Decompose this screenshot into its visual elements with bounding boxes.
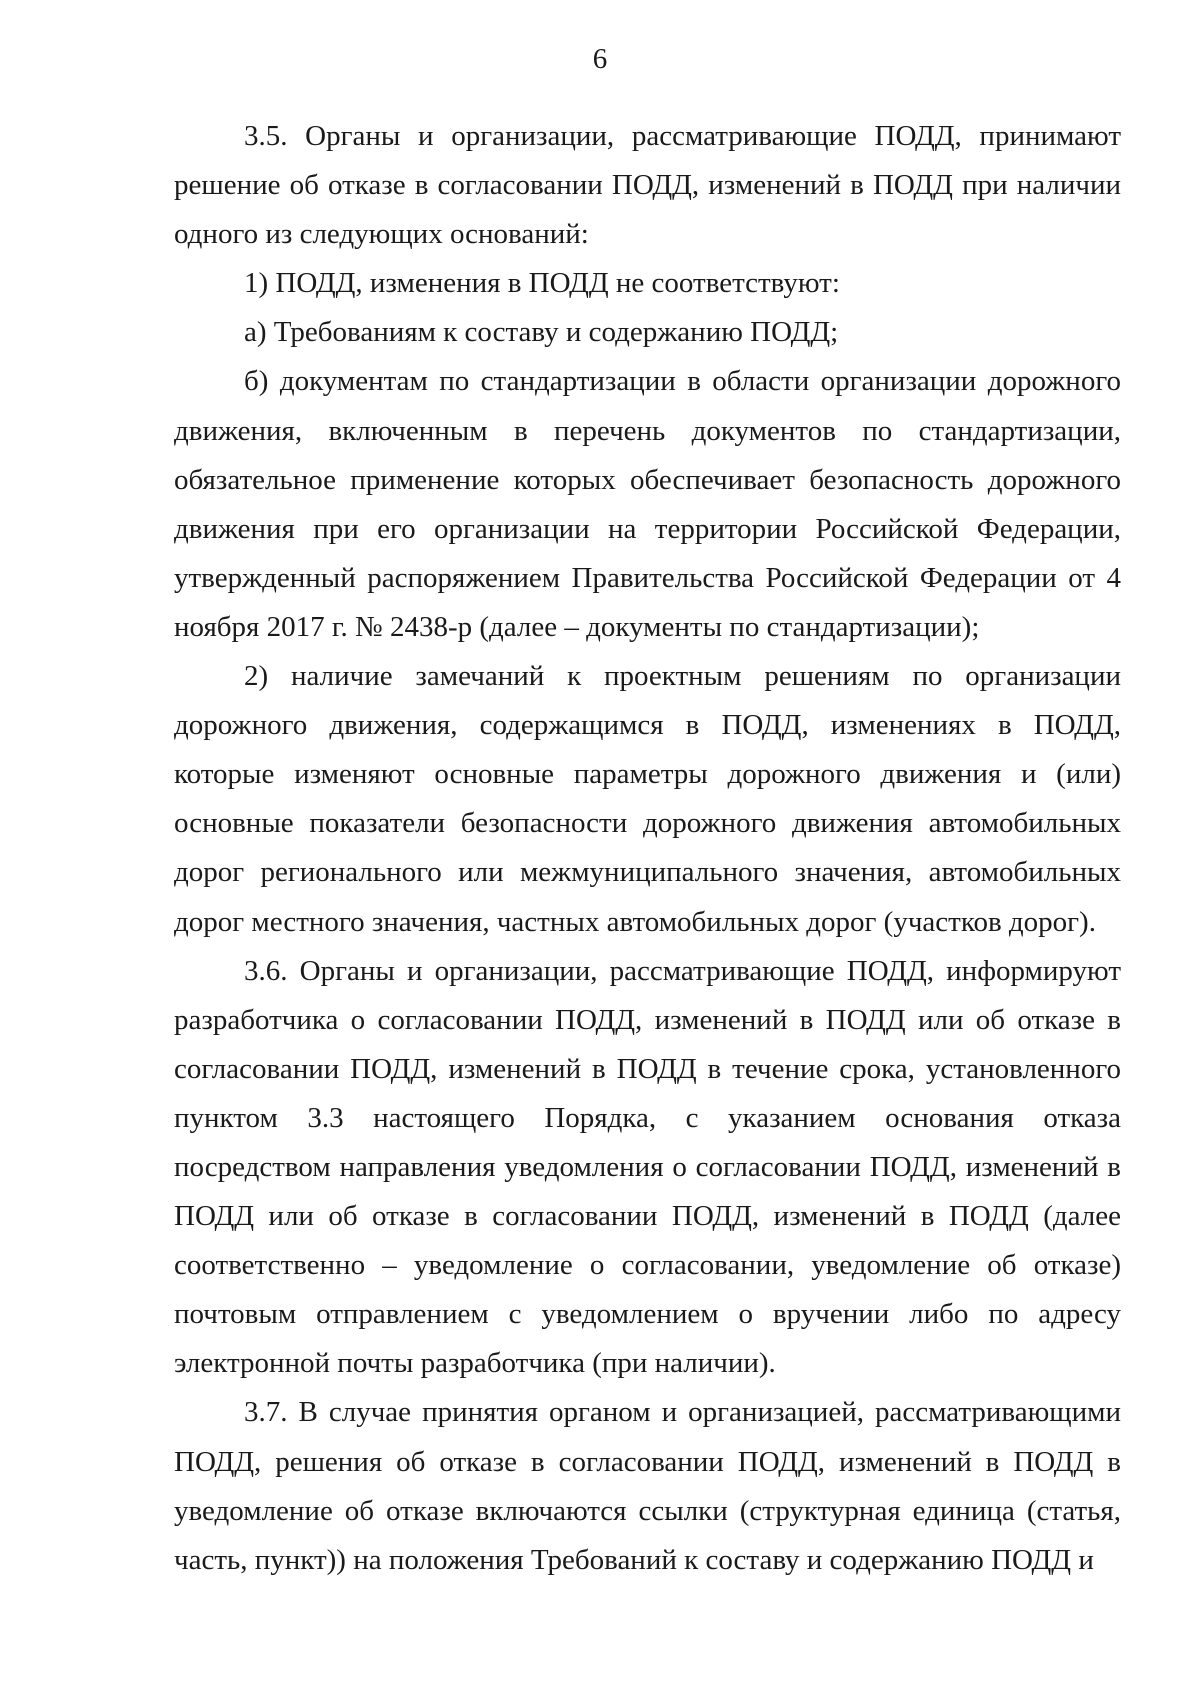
paragraph-3-7: 3.7. В случае принятия органом и организацией, рассматривающими ПОДД, решения об отказе в согласовании ПОДД, изменений в ПОДД в уведомление об отказе включаются ссылки (структурная единица (статья, часть, пункт)) на положения Требований к составу и содержанию ПОДД и <box>174 1396 1121 1576</box>
paragraph-item-1: 1) ПОДД, изменения в ПОДД не соответствуют: <box>244 267 840 300</box>
page-number: 6 <box>592 43 608 75</box>
paragraph-item-b: б) документам по стандартизации в области организации дорожного движения, включенным в перечень документов по стандартизации, обязательное применение которых обеспечивает безопасность дорожного движения при его организации на территории Российской Федерации, утвержденный распоряжением Правительства Российской Федерации от 4 ноября 2017 г. № 2438-р (далее – документы по стандартизации); <box>174 365 1121 643</box>
paragraph-item-a: а) Требованиям к составу и содержанию ПОДД; <box>244 316 839 349</box>
document-body <box>174 112 1121 1585</box>
paragraph-item-2: 2) наличие замечаний к проектным решениям по организации дорожного движения, содержащимся в ПОДД, изменениях в ПОДД, которые изменяют основные параметры дорожного движения и (или) основные показатели безопасности дорожного движения автомобильных дорог регионального или межмуниципального значения, автомобильных дорог местного значения, частных автомобильных дорог (участков дорог). <box>174 660 1121 938</box>
paragraph-3-6: 3.6. Органы и организации, рассматривающие ПОДД, информируют разработчика о согласовании ПОДД, изменений в ПОДД или об отказе в согласовании ПОДД, изменений в ПОДД в течение срока, установленного пунктом 3.3 настоящего Порядка, с указанием основания отказа посредством направления уведомления о согласовании ПОДД, изменений в ПОДД или об отказе в согласовании ПОДД, изменений в ПОДД (далее соответственно – уведомление о согласовании, уведомление об отказе) почтовым отправлением с уведомлением о вручении либо по адресу электронной почты разработчика (при наличии). <box>174 954 1121 1380</box>
paragraph-3-5: 3.5. Органы и организации, рассматривающие ПОДД, принимают решение об отказе в согласовании ПОДД, изменений в ПОДД при наличии одного из следующих оснований: <box>174 120 1121 251</box>
